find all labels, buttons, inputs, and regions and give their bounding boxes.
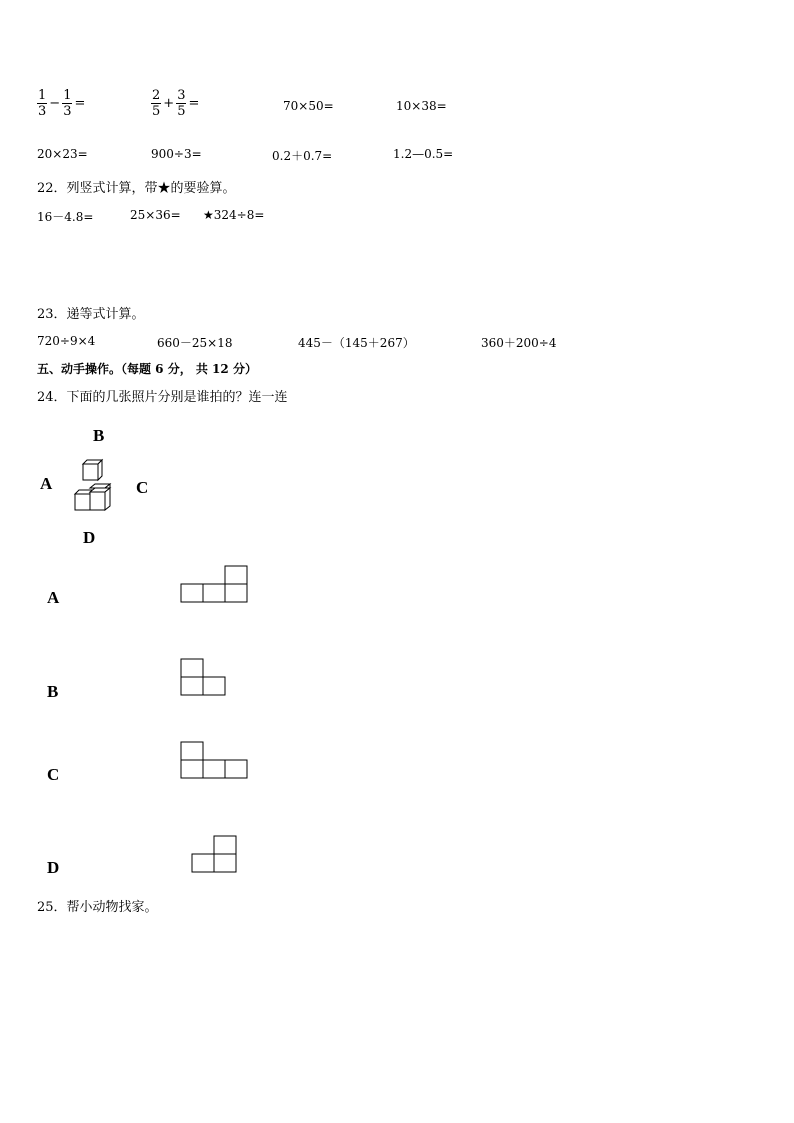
fraction — [62, 88, 72, 119]
question-24-title: 24．下面的几张照片分别是谁拍的？连一连 — [37, 390, 288, 405]
view-c-figure — [180, 742, 252, 782]
fraction-expression-2 — [151, 88, 201, 119]
operator: − — [49, 96, 61, 111]
numerator: 2 — [152, 88, 161, 103]
question-25-title: 25．帮小动物找家。 — [37, 900, 158, 915]
calc-expression: 16－4.8= — [37, 210, 94, 224]
numerator: 3 — [177, 88, 186, 103]
calc-expression: 70×50= — [283, 99, 334, 113]
cube-stack-figure — [72, 460, 120, 514]
question-23-title: 23．递等式计算。 — [37, 307, 145, 322]
position-label-a: A — [40, 474, 53, 493]
numerator: 1 — [38, 88, 47, 103]
equals-sign: = — [74, 96, 86, 111]
position-label-d: D — [83, 528, 96, 547]
calc-expression: 720÷9×4 — [37, 334, 96, 348]
calc-expression: 660－25×18 — [157, 336, 233, 350]
view-a-figure — [180, 566, 250, 606]
calc-expression: 20×23= — [37, 147, 88, 161]
denominator: 3 — [63, 104, 72, 119]
calc-expression: 445－（145＋267） — [298, 336, 415, 350]
operator: + — [163, 96, 175, 111]
fraction — [151, 88, 161, 119]
calc-expression: 10×38= — [396, 99, 447, 113]
position-label-c: C — [136, 478, 149, 497]
view-label-a: A — [47, 588, 60, 607]
numerator: 1 — [63, 88, 72, 103]
equals-sign: = — [188, 96, 200, 111]
calc-expression: 25×36= — [130, 208, 181, 222]
fraction — [176, 88, 186, 119]
view-b-figure — [180, 659, 230, 699]
position-label-b: B — [93, 426, 105, 445]
view-label-b: B — [47, 682, 59, 701]
calc-expression: 900÷3= — [151, 147, 202, 161]
view-label-c: C — [47, 765, 60, 784]
denominator: 5 — [152, 104, 161, 119]
calc-expression: 0.2＋0.7= — [272, 149, 333, 163]
denominator: 3 — [38, 104, 47, 119]
question-22-title: 22．列竖式计算，带★的要验算。 — [37, 181, 236, 196]
view-d-figure — [191, 836, 241, 876]
view-label-d: D — [47, 858, 60, 877]
calc-expression: 360＋200÷4 — [481, 336, 557, 350]
fraction-expression-1 — [37, 88, 87, 119]
fraction — [37, 88, 47, 119]
calc-expression: ★324÷8= — [203, 208, 265, 222]
calc-expression: 1.2—0.5= — [393, 147, 454, 161]
denominator: 5 — [177, 104, 186, 119]
section-5-title: 五、动手操作。（每题 6 分， 共 12 分） — [37, 362, 257, 376]
